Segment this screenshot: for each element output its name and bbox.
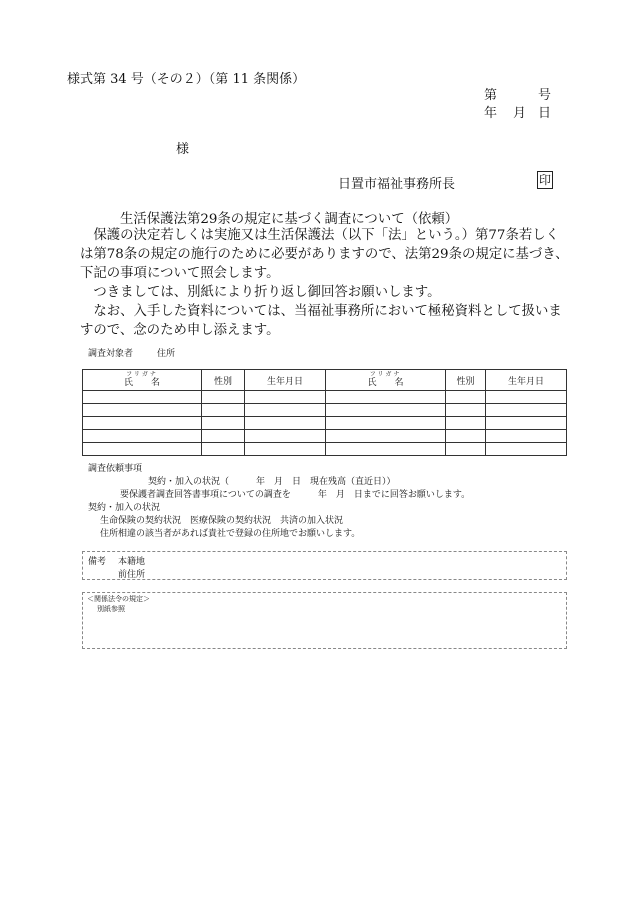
name-cell[interactable]: [326, 404, 446, 417]
subject-table: [82, 369, 567, 456]
table-row: [83, 404, 567, 417]
paragraph-1: 保護の決定若しくは実施又は生活保護法（以下「法」という。）第77条若しくは第78条の規定の施行のために必要がありますので、法第29条の規定に基づき、下記の事項について照会します。: [80, 228, 569, 281]
contract-line: 生命保険の契約状況 医療保険の契約状況 共済の加入状況: [100, 516, 344, 526]
date-month: 月: [513, 106, 527, 121]
name-header-1: [83, 370, 202, 391]
gender-cell[interactable]: [446, 430, 486, 443]
gender-header-2: 性別: [446, 370, 486, 391]
dob-cell[interactable]: [486, 430, 567, 443]
table-header-row: [83, 370, 567, 391]
gender-cell[interactable]: [446, 404, 486, 417]
gender-cell[interactable]: [202, 443, 245, 456]
sender: 日置市福祉事務所長: [338, 177, 456, 192]
name-cell[interactable]: [83, 404, 202, 417]
gender-cell[interactable]: [202, 430, 245, 443]
name-cell[interactable]: [83, 391, 202, 404]
document-number-prefix: 第: [484, 88, 498, 103]
gender-header-1: 性別: [202, 370, 245, 391]
domicile-label: 本籍地: [118, 557, 146, 567]
form-number: 様式第 34 号（その２）（第 11 条関係）: [67, 72, 306, 87]
addressee-suffix: 様: [176, 142, 190, 157]
dob-cell[interactable]: [486, 417, 567, 430]
request-line-1: 契約・加入の状況（ 年 月 日 現在残高（直近日））: [148, 477, 396, 487]
subject-address-label: 住所: [157, 349, 176, 359]
paragraph-2: つきましては、別紙により折り返し御回答お願いします。: [93, 285, 441, 300]
gender-cell[interactable]: [202, 391, 245, 404]
name-cell[interactable]: [326, 443, 446, 456]
dob-cell[interactable]: [245, 430, 326, 443]
contract-heading: 契約・加入の状況: [88, 503, 161, 513]
gender-cell[interactable]: [202, 404, 245, 417]
dob-cell[interactable]: [486, 404, 567, 417]
date-day: 日: [538, 106, 552, 121]
name-cell[interactable]: [83, 430, 202, 443]
document-title: 生活保護法第29条の規定に基づく調査について（依頼）: [120, 212, 459, 227]
dob-cell[interactable]: [486, 443, 567, 456]
gender-cell[interactable]: [446, 391, 486, 404]
dob-cell[interactable]: [245, 404, 326, 417]
table-row: [83, 417, 567, 430]
name-cell[interactable]: [83, 443, 202, 456]
furigana-label-2: フリガナ: [369, 371, 402, 378]
request-heading: 調査依頼事項: [88, 464, 143, 474]
document-body: [80, 226, 572, 340]
name-cell[interactable]: [326, 430, 446, 443]
name-header-2: [326, 370, 446, 391]
remarks-label: 備考: [88, 557, 107, 567]
related-laws-body: 別紙参照: [97, 605, 125, 613]
table-row: [83, 443, 567, 456]
document-number-suffix: 号: [538, 88, 552, 103]
date-year: 年: [484, 106, 498, 121]
name-label-1: 氏 名: [123, 378, 160, 388]
paragraph-3: なお、入手した資料については、当福祉事務所において極秘資料として扱いますので、念のため申し添えます。: [80, 304, 562, 338]
remarks-box: [82, 551, 567, 580]
dob-header-2: 生年月日: [486, 370, 567, 391]
subject-label: 調査対象者: [88, 349, 134, 359]
related-laws-box: [82, 592, 567, 649]
dob-cell[interactable]: [245, 417, 326, 430]
gender-cell[interactable]: [446, 417, 486, 430]
name-cell[interactable]: [326, 391, 446, 404]
dob-header-1: 生年月日: [245, 370, 326, 391]
name-label-2: 氏 名: [367, 378, 404, 388]
name-cell[interactable]: [326, 417, 446, 430]
seal-mark: 印: [538, 173, 551, 187]
related-laws-heading: ＜関係法令の規定＞: [87, 595, 150, 603]
dob-cell[interactable]: [245, 391, 326, 404]
request-line-2: 要保護者調査回答書事項についての調査を 年 月 日までに回答お願いします。: [120, 490, 471, 500]
address-line: 住所相違の該当者があれば貴社で登録の住所地でお願いします。: [100, 529, 361, 539]
name-cell[interactable]: [83, 417, 202, 430]
gender-cell[interactable]: [446, 443, 486, 456]
table-row: [83, 430, 567, 443]
dob-cell[interactable]: [486, 391, 567, 404]
table-row: [83, 391, 567, 404]
dob-cell[interactable]: [245, 443, 326, 456]
previous-address-label: 前住所: [118, 570, 146, 580]
gender-cell[interactable]: [202, 417, 245, 430]
furigana-label-1: フリガナ: [126, 371, 158, 378]
